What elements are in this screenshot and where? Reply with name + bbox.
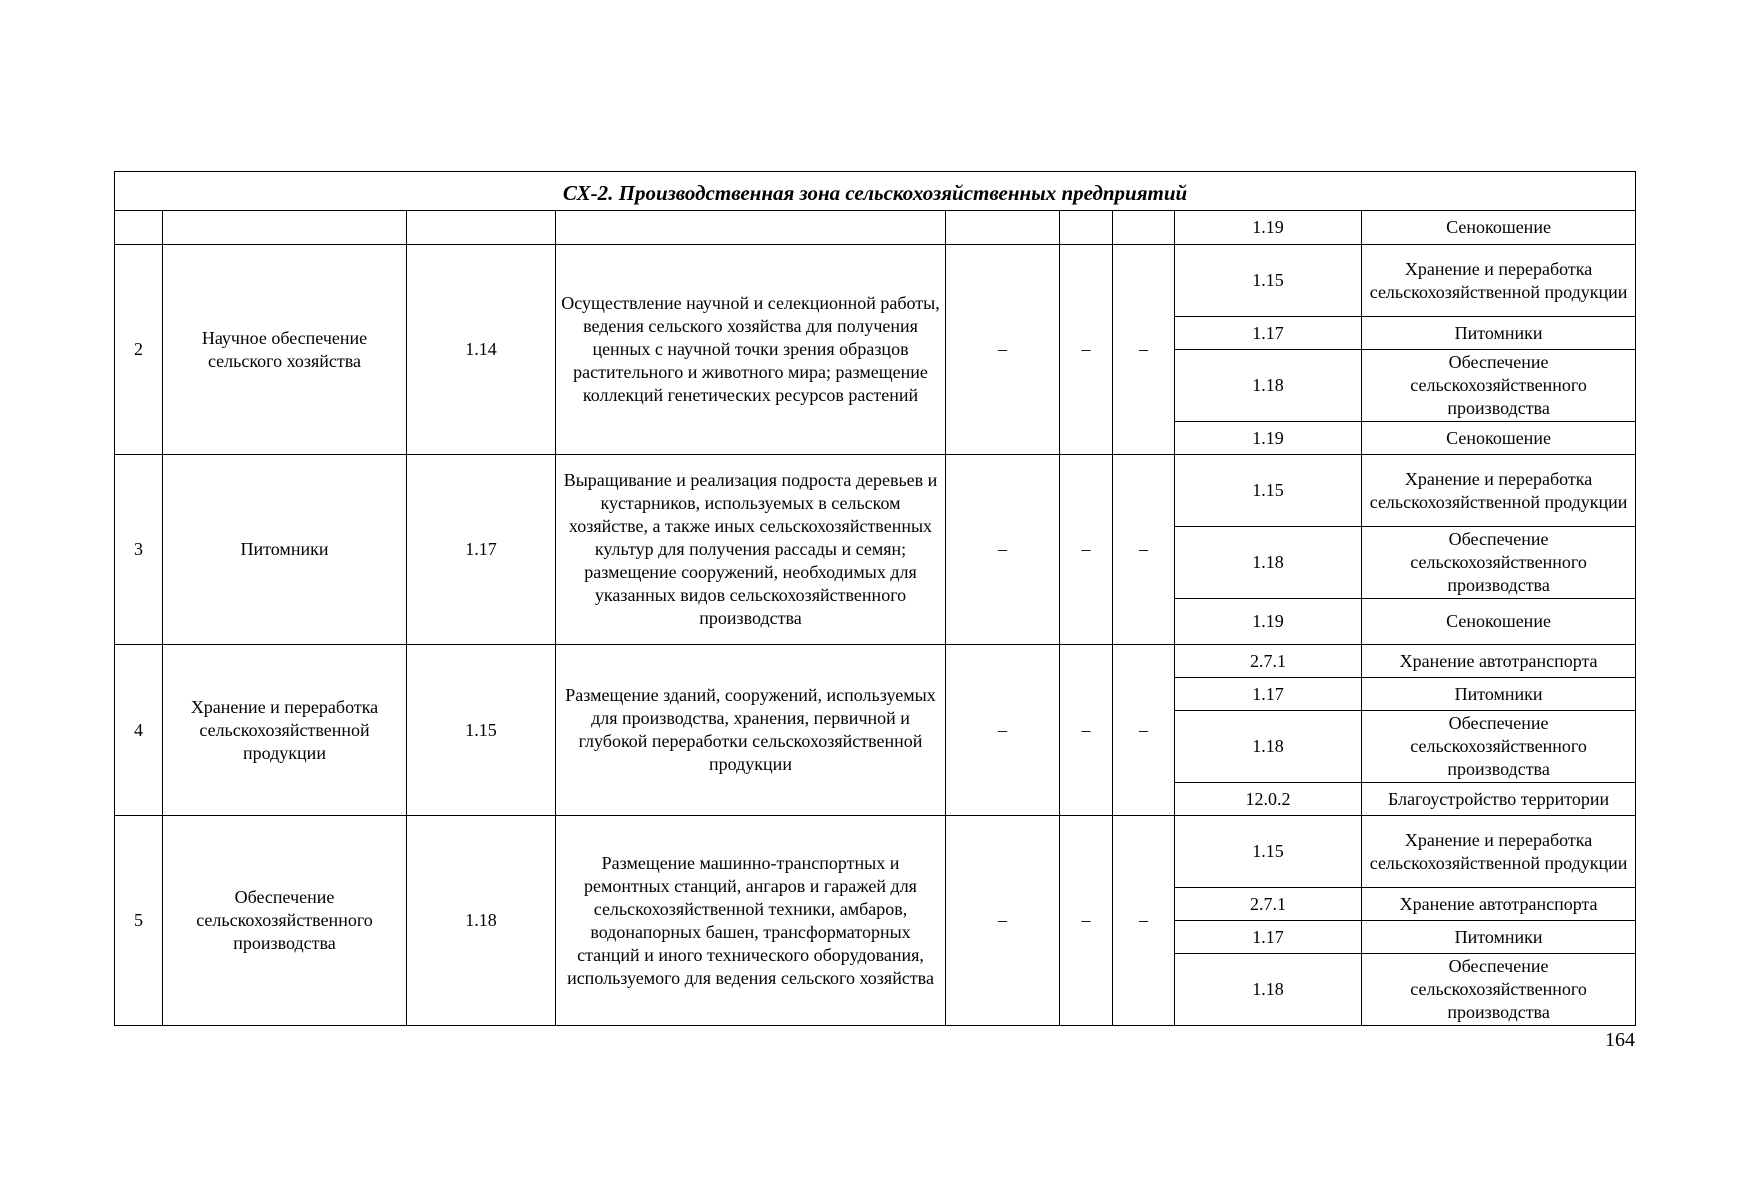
dash-cell: –: [946, 816, 1060, 1026]
use-name: Питомники: [163, 455, 407, 645]
related-name: Питомники: [1362, 317, 1636, 350]
empty-cell: [115, 211, 163, 245]
dash-cell: –: [1060, 816, 1113, 1026]
related-code: 1.19: [1175, 599, 1362, 645]
row-number: 4: [115, 645, 163, 816]
related-name: Обеспечение сельскохозяйственного производства: [1362, 527, 1636, 599]
empty-cell: [946, 211, 1060, 245]
table-title: СХ-2. Производственная зона сельскохозяйственных предприятий: [115, 172, 1636, 211]
use-name: Хранение и переработка сельскохозяйственной продукции: [163, 645, 407, 816]
related-name: Хранение и переработка сельскохозяйственной продукции: [1362, 455, 1636, 527]
use-name: Научное обеспечение сельского хозяйства: [163, 245, 407, 455]
use-code: 1.17: [407, 455, 556, 645]
use-description: Выращивание и реализация подроста деревьев и кустарников, используемых в сельском хозяйстве, а также иных сельскохозяйственных культур для получения рассады и семян; размещение сооружений, необходимых для указанных видов сельскохозяйственного производства: [556, 455, 946, 645]
related-code: 1.18: [1175, 711, 1362, 783]
table-row: [115, 645, 1636, 678]
use-name: Обеспечение сельскохозяйственного производства: [163, 816, 407, 1026]
row-number: 3: [115, 455, 163, 645]
related-name: Хранение автотранспорта: [1362, 888, 1636, 921]
zoning-table: [114, 171, 1636, 1026]
page-number: 164: [1605, 1029, 1635, 1051]
dash-cell: –: [946, 245, 1060, 455]
related-name: Благоустройство территории: [1362, 783, 1636, 816]
related-code: 1.19: [1175, 211, 1362, 245]
related-name: Обеспечение сельскохозяйственного производства: [1362, 350, 1636, 422]
related-name: Сенокошение: [1362, 211, 1636, 245]
table-row: [115, 245, 1636, 317]
related-code: 1.17: [1175, 317, 1362, 350]
use-description: Осуществление научной и селекционной работы, ведения сельского хозяйства для получения ценных с научной точки зрения образцов растительного и животного мира; размещение коллекций генетических ресурсов растений: [556, 245, 946, 455]
related-code: 1.18: [1175, 350, 1362, 422]
related-code: 1.18: [1175, 527, 1362, 599]
empty-cell: [1060, 211, 1113, 245]
dash-cell: –: [946, 645, 1060, 816]
table-row: [115, 211, 1636, 245]
title-row: [115, 172, 1636, 211]
use-code: 1.15: [407, 645, 556, 816]
related-name: Хранение и переработка сельскохозяйственной продукции: [1362, 816, 1636, 888]
related-name: Сенокошение: [1362, 422, 1636, 455]
dash-cell: –: [1113, 455, 1175, 645]
dash-cell: –: [1113, 645, 1175, 816]
related-code: 1.15: [1175, 245, 1362, 317]
dash-cell: –: [1060, 645, 1113, 816]
empty-cell: [163, 211, 407, 245]
dash-cell: –: [946, 455, 1060, 645]
related-name: Сенокошение: [1362, 599, 1636, 645]
empty-cell: [407, 211, 556, 245]
empty-cell: [1113, 211, 1175, 245]
use-description: Размещение зданий, сооружений, используемых для производства, хранения, первичной и глубокой переработки сельскохозяйственной продукции: [556, 645, 946, 816]
related-code: 2.7.1: [1175, 888, 1362, 921]
related-code: 1.18: [1175, 954, 1362, 1026]
dash-cell: –: [1113, 245, 1175, 455]
related-name: Хранение и переработка сельскохозяйственной продукции: [1362, 245, 1636, 317]
table-row: [115, 816, 1636, 888]
related-code: 1.17: [1175, 678, 1362, 711]
empty-cell: [556, 211, 946, 245]
related-name: Обеспечение сельскохозяйственного производства: [1362, 954, 1636, 1026]
related-code: 1.19: [1175, 422, 1362, 455]
dash-cell: –: [1060, 455, 1113, 645]
related-code: 2.7.1: [1175, 645, 1362, 678]
use-code: 1.18: [407, 816, 556, 1026]
dash-cell: –: [1060, 245, 1113, 455]
table-row: [115, 455, 1636, 527]
related-code: 1.17: [1175, 921, 1362, 954]
dash-cell: –: [1113, 816, 1175, 1026]
related-name: Питомники: [1362, 921, 1636, 954]
use-description: Размещение машинно-транспортных и ремонтных станций, ангаров и гаражей для сельскохозяйственной техники, амбаров, водонапорных башен, трансформаторных станций и иного технического оборудования, используемого для ведения сельского хозяйства: [556, 816, 946, 1026]
related-name: Хранение автотранспорта: [1362, 645, 1636, 678]
row-number: 5: [115, 816, 163, 1026]
related-code: 1.15: [1175, 455, 1362, 527]
row-number: 2: [115, 245, 163, 455]
related-code: 1.15: [1175, 816, 1362, 888]
related-code: 12.0.2: [1175, 783, 1362, 816]
related-name: Обеспечение сельскохозяйственного производства: [1362, 711, 1636, 783]
use-code: 1.14: [407, 245, 556, 455]
related-name: Питомники: [1362, 678, 1636, 711]
